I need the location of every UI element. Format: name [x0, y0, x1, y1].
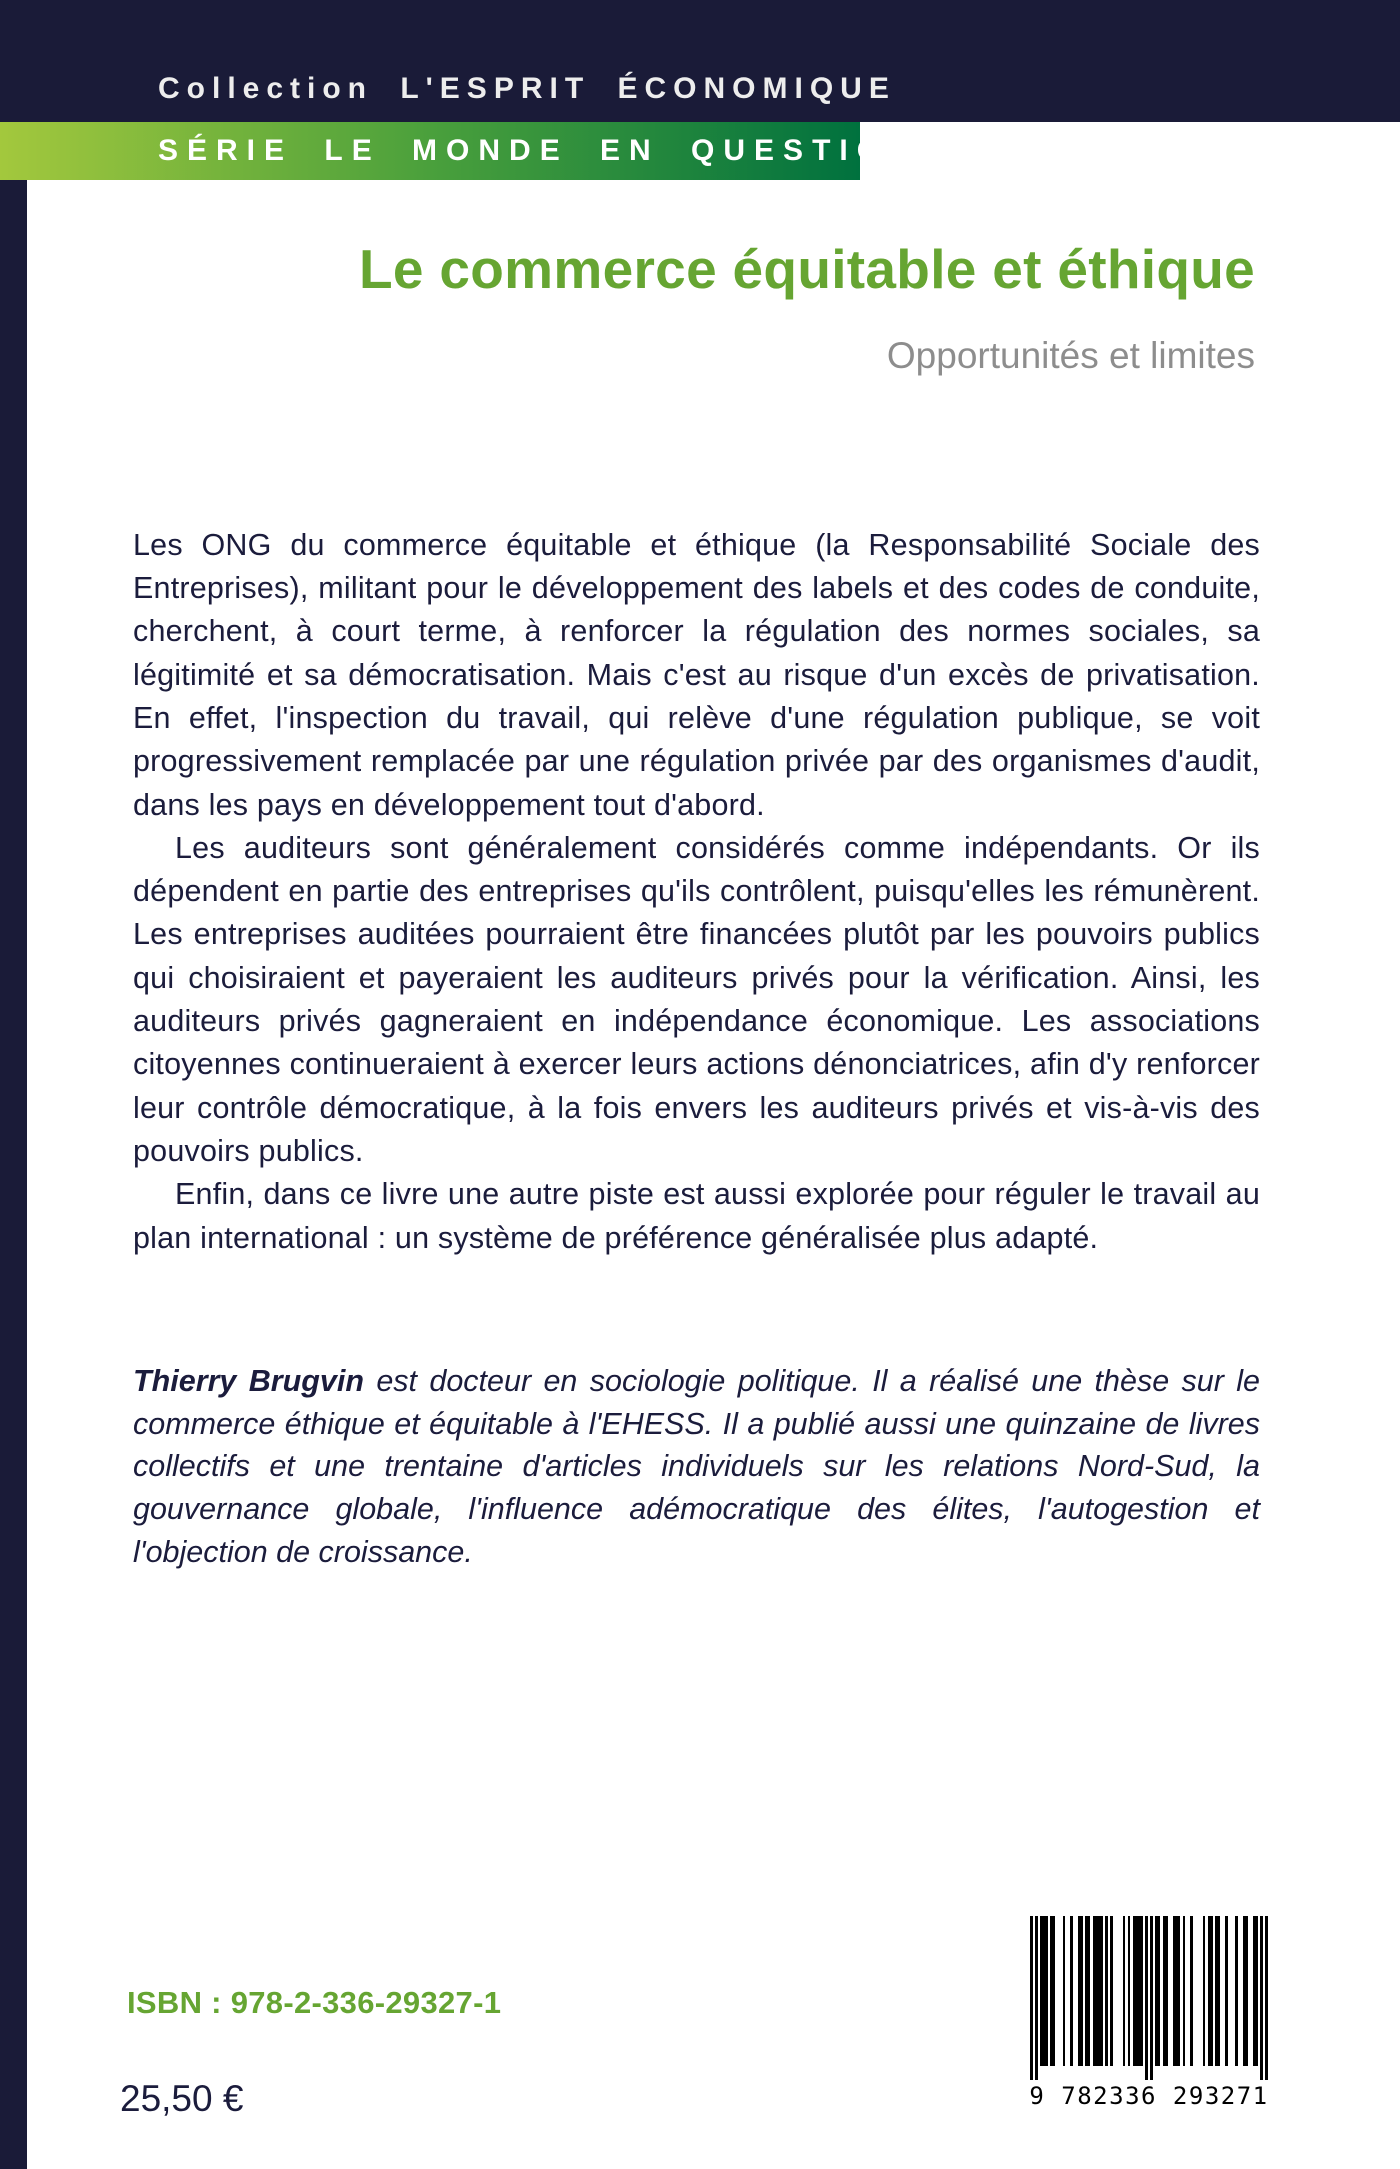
book-subtitle: Opportunités et limites — [886, 335, 1255, 377]
price: 25,50 € — [120, 2078, 244, 2119]
author-name: Thierry Brugvin — [133, 1363, 364, 1398]
cover-content — [0, 180, 1400, 1573]
author-bio-text: est docteur en sociologie politique. Il a réalisé une thèse sur le commerce éthique et équitable à l'EHESS. Il a publié aussi une quinzaine de livres collectifs et une trentaine d'articles individuels sur les relations Nord-Sud, la gouvernance globale, l'influence adémocratique des élites, l'autogestion et l'objection de croissance. — [133, 1363, 1260, 1569]
series-label: SÉRIE LE MONDE EN QUESTION — [158, 134, 920, 167]
barcode-bars — [1024, 1916, 1274, 2080]
synopsis-paragraph-1: Les ONG du commerce équitable et éthique (la Responsabilité Sociale des Entreprises), militant pour le développement des labels et des codes de conduite, cherchent, à court terme, à renforcer la régulation des normes sociales, sa légitimité et sa démocratisation. Mais c'est au risque d'un excès de privatisation. En effet, l'inspection du travail, qui relève d'une régulation publique, se voit progressivement remplacée par une régulation privée par des organismes d'audit, dans les pays en développement tout d'abord. — [133, 527, 1260, 822]
synopsis-paragraph-2: Les auditeurs sont généralement considérés comme indépendants. Or ils dépendent en partie des entreprises qu'ils contrôlent, puisqu'elles les rémunèrent. Les entreprises auditées pourraient être financées plutôt par les pouvoirs publics qui choisiraient et payeraient les auditeurs privés pour la vérification. Ainsi, les auditeurs privés gagneraient en indépendance économique. Les associations citoyennes continueraient à exercer leurs actions dénonciatrices, afin d'y renforcer leur contrôle démocratique, à la fois envers les auditeurs privés et vis-à-vis des pouvoirs publics. — [133, 830, 1260, 1168]
author-bio — [133, 1360, 1260, 1573]
author-bio-paragraph — [133, 1360, 1260, 1573]
barcode — [1024, 1916, 1274, 2110]
barcode-number: 9 782336 293271 — [1029, 2082, 1269, 2110]
collection-label: Collection L'ESPRIT ÉCONOMIQUE — [158, 72, 896, 105]
synopsis — [133, 524, 1260, 1260]
series-bar — [0, 122, 920, 180]
header-band — [0, 0, 1400, 122]
isbn: ISBN : 978-2-336-29327-1 — [127, 1985, 502, 2020]
synopsis-paragraph-3: Enfin, dans ce livre une autre piste est aussi explorée pour réguler le travail au plan international : un système de préférence généralisée plus adapté. — [133, 1177, 1260, 1255]
book-title: Le commerce équitable et éthique — [359, 238, 1255, 300]
